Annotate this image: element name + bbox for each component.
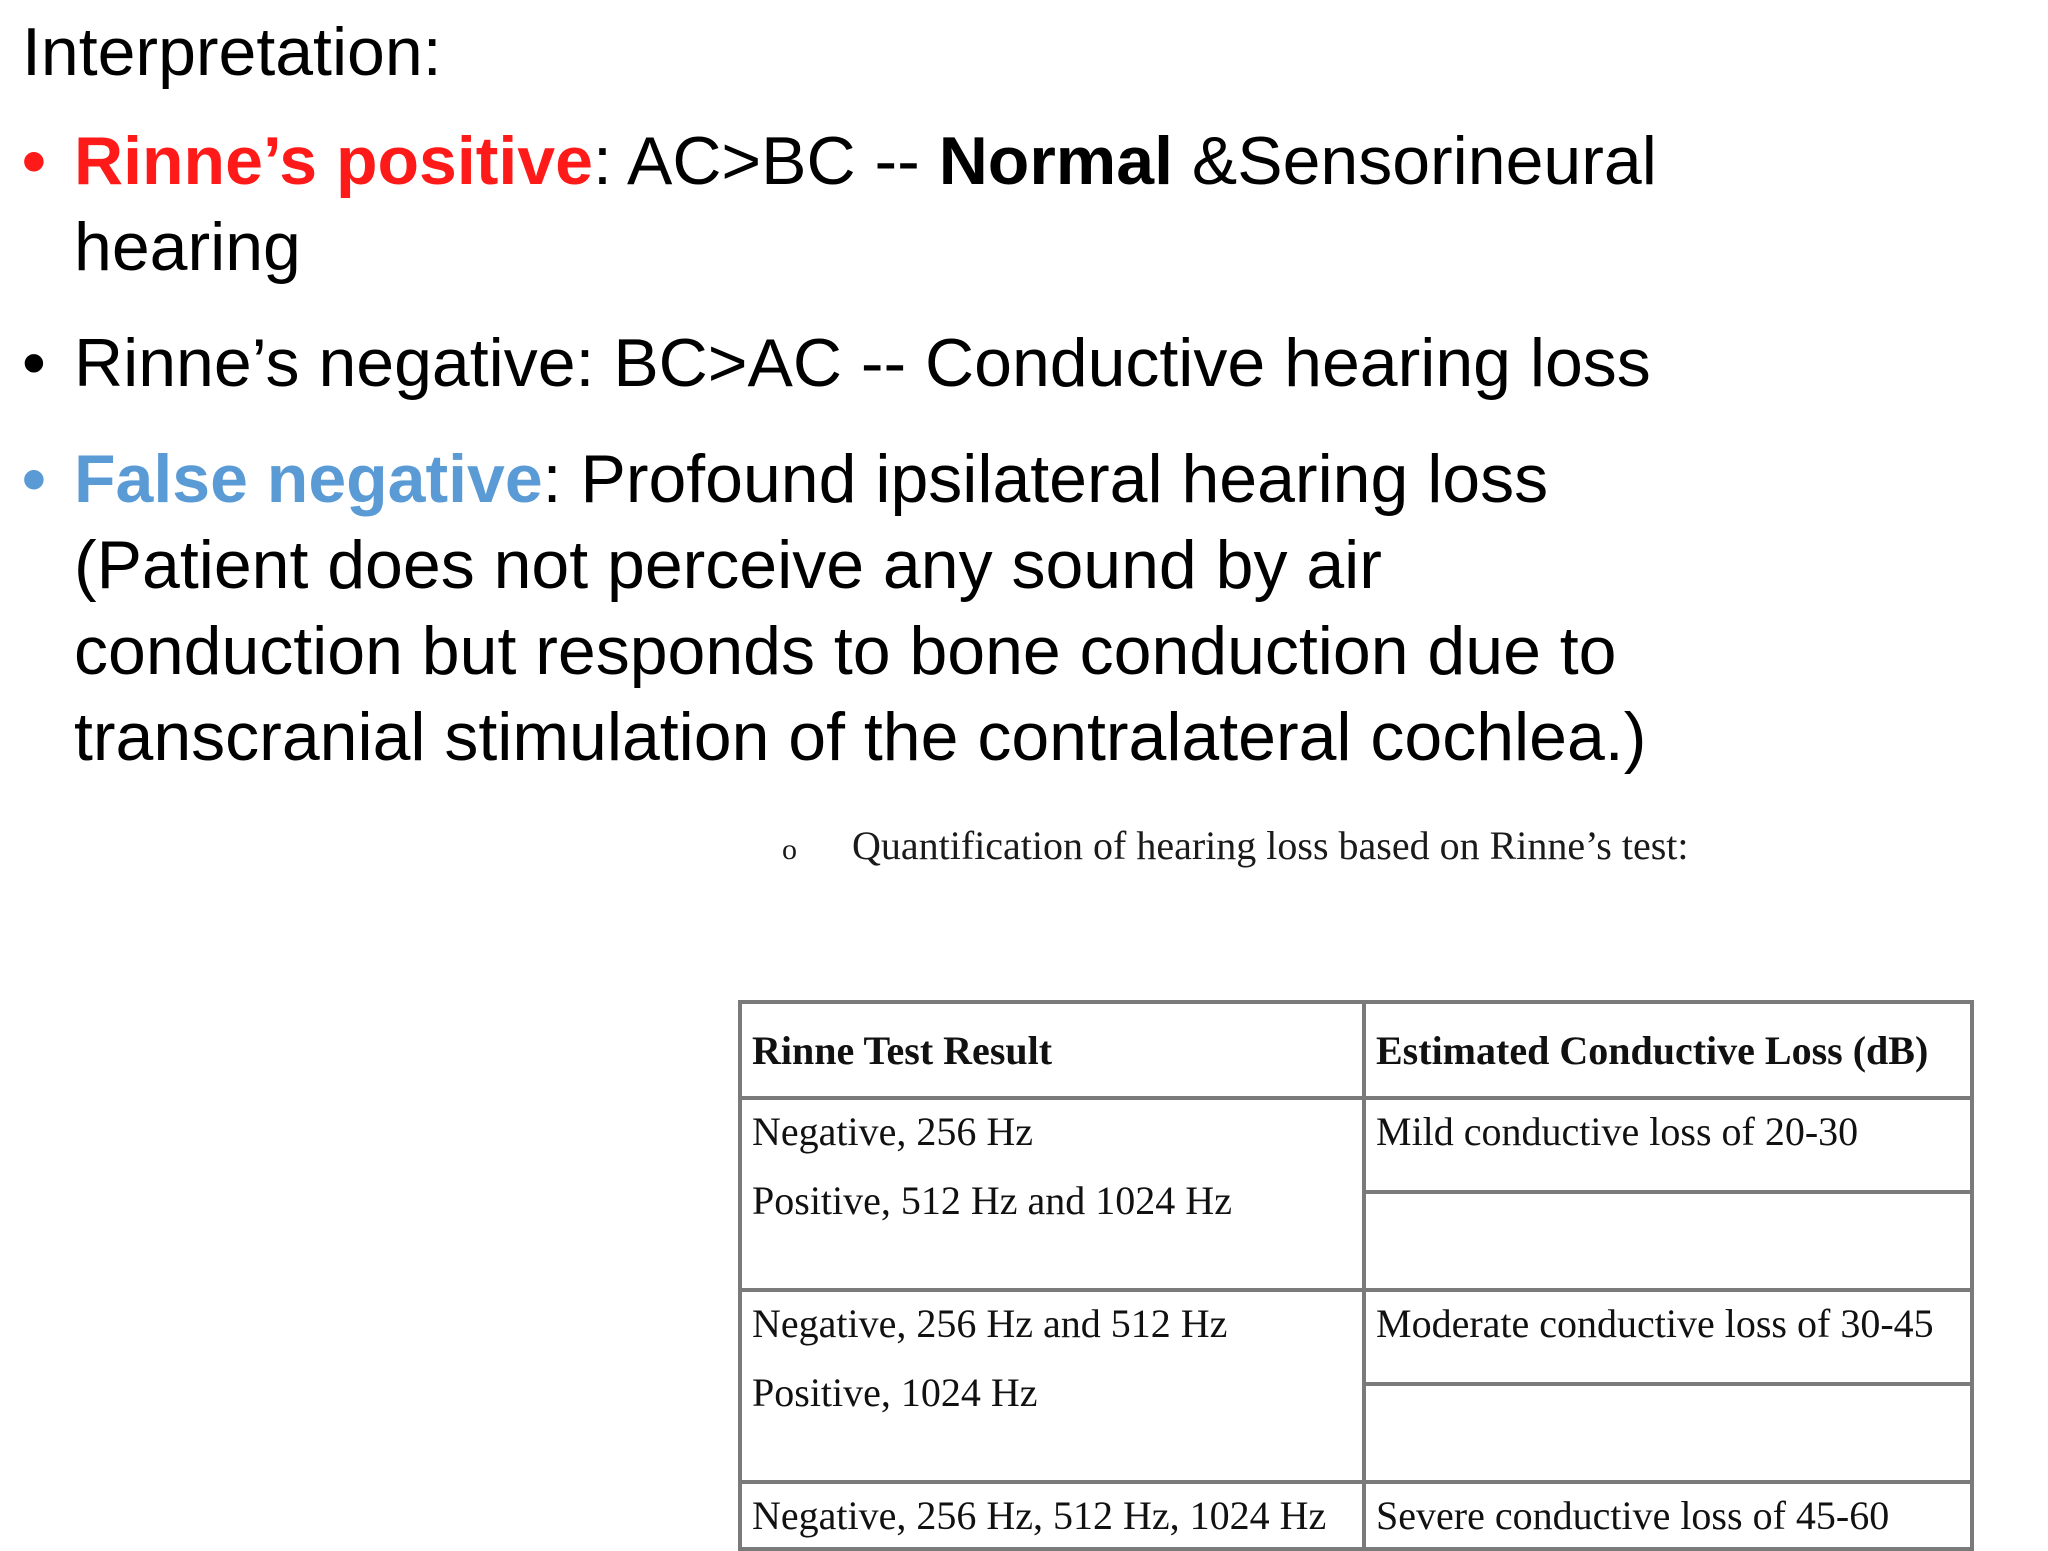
bullet-dot: • <box>22 441 46 517</box>
result-line: Negative, 256 Hz <box>752 1109 1034 1154</box>
rinne-positive-text: : AC>BC -- <box>592 123 939 199</box>
table-header-cell: Rinne Test Result <box>740 1002 1364 1098</box>
result-line: Positive, 1024 Hz <box>752 1370 1038 1415</box>
quantification-caption <box>782 818 1689 878</box>
normal-label: Normal <box>938 123 1173 199</box>
bullet-dot: • <box>22 325 46 401</box>
table-cell-empty <box>1364 1384 1972 1482</box>
false-negative-label: False negative <box>74 441 543 517</box>
table-row <box>740 1098 1972 1192</box>
bullet-list <box>22 118 1722 810</box>
circle-bullet-icon: o <box>782 833 797 866</box>
table-cell-empty <box>1364 1192 1972 1290</box>
table-header-row <box>740 1002 1972 1098</box>
table-cell-loss: Moderate conductive loss of 30-45 <box>1364 1290 1972 1384</box>
bullet-false-negative <box>22 436 1722 780</box>
table-cell-loss: Mild conductive loss of 20-30 <box>1364 1098 1972 1192</box>
rinne-positive-label: Rinne’s positive <box>74 123 593 199</box>
bullet-rinne-positive <box>22 118 1722 290</box>
false-negative-text: : Profound ipsilateral hearing loss (Patient does not perceive any sound by air conduction but responds to bone conduction due to transcranial stimulation of the contralateral cochlea.) <box>74 441 1647 775</box>
quantification-text: Quantification of hearing loss based on Rinne’s test: <box>852 823 1689 868</box>
result-line: Positive, 512 Hz and 1024 Hz <box>752 1178 1232 1223</box>
table-cell-result <box>740 1098 1364 1290</box>
slide-heading: Interpretation: <box>22 14 442 90</box>
table-cell-result <box>740 1290 1364 1482</box>
table-header-cell: Estimated Conductive Loss (dB) <box>1364 1002 1972 1098</box>
rinne-quantification-table <box>738 1000 1974 1551</box>
rinne-negative-text: Rinne’s negative: BC>AC -- Conductive hearing loss <box>74 325 1651 401</box>
table-row <box>740 1482 1972 1549</box>
rinne-positive-text-2: &Sensorineural hearing <box>74 123 1657 285</box>
bullet-rinne-negative <box>22 320 1722 406</box>
table-cell-loss: Severe conductive loss of 45-60 <box>1364 1482 1972 1549</box>
table-cell-result: Negative, 256 Hz, 512 Hz, 1024 Hz <box>740 1482 1364 1549</box>
result-line: Negative, 256 Hz and 512 Hz <box>752 1301 1228 1346</box>
bullet-dot: • <box>22 123 46 199</box>
table-row <box>740 1290 1972 1384</box>
